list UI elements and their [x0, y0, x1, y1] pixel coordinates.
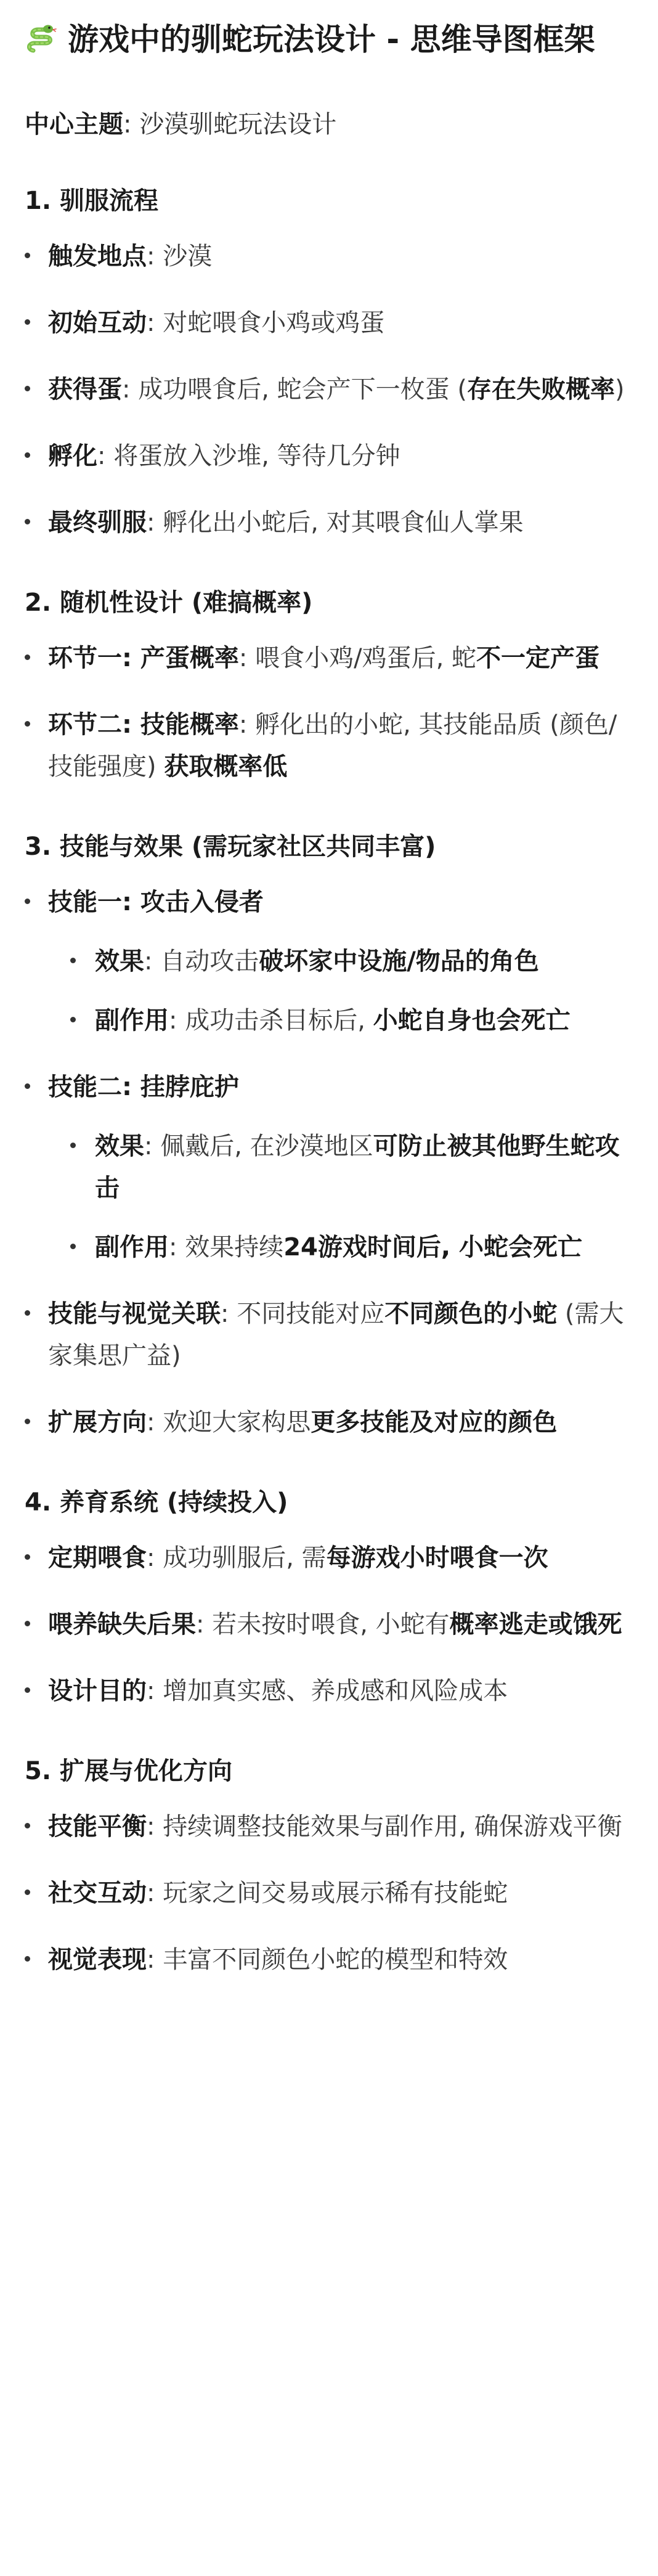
- section-heading: 3. 技能与效果 (需玩家社区共同丰富): [25, 833, 436, 861]
- item-key: 技能与视觉关联: [48, 1300, 221, 1328]
- sub-item-list: [48, 1125, 633, 1268]
- item-text: : 若未按时喂食, 小蛇有: [196, 1610, 450, 1639]
- list-item: [25, 235, 633, 277]
- list-item: [25, 1293, 633, 1377]
- bullet-icon: [25, 1554, 30, 1560]
- item-emphasis: 每游戏小时喂食一次: [326, 1544, 548, 1572]
- item-text: : 自动攻击: [144, 947, 259, 976]
- central-topic: [25, 107, 633, 142]
- bullet-icon: [70, 1244, 76, 1249]
- item-emphasis: 更多技能及对应的颜色: [311, 1408, 558, 1437]
- item-key: 技能平衡: [48, 1812, 147, 1841]
- item-text: : 成功喂食后, 蛇会产下一枚蛋 (: [122, 375, 467, 404]
- item-text: : 将蛋放入沙堆, 等待几分钟: [97, 442, 400, 470]
- section-taming-process: [25, 184, 633, 544]
- item-emphasis: 不一定产蛋: [476, 644, 600, 672]
- section-nurturing-system: [25, 1485, 633, 1712]
- section-heading: 5. 扩展与优化方向: [25, 1757, 232, 1785]
- bullet-icon: [25, 654, 30, 660]
- item-emphasis: 破坏家中设施/物品的角色: [259, 947, 539, 976]
- item-emphasis: 不同颜色的小蛇: [384, 1300, 558, 1328]
- item-key: 设计目的: [48, 1677, 147, 1705]
- section-randomness-design: [25, 585, 633, 788]
- bullet-icon: [70, 1017, 76, 1022]
- item-key: 孵化: [48, 442, 97, 470]
- item-text: : 孵化出的小蛇, 其技能品质 (颜色/技能强度): [48, 711, 617, 781]
- sub-list-item: [70, 1125, 633, 1209]
- item-text: : 效果持续: [169, 1233, 284, 1262]
- list-item: [25, 1939, 633, 1981]
- item-text: : 孵化出小蛇后, 对其喂食仙人掌果: [147, 508, 524, 537]
- list-item: [25, 1670, 633, 1712]
- item-emphasis: 存在失败概率: [466, 375, 615, 404]
- snake-icon: [25, 22, 58, 55]
- item-key: 技能二: 挂脖庇护: [48, 1073, 239, 1101]
- item-key: 效果: [95, 947, 144, 976]
- item-text: : 成功击杀目标后,: [169, 1006, 373, 1035]
- bullet-icon: [25, 721, 30, 727]
- bullet-icon: [25, 319, 30, 325]
- document-title: 游戏中的驯蛇玩法设计 - 思维导图框架: [68, 22, 595, 57]
- item-text: : 沙漠: [147, 242, 213, 271]
- central-topic-separator: :: [123, 110, 140, 139]
- item-text: : 玩家之间交易或展示稀有技能蛇: [147, 1879, 508, 1907]
- item-key: 副作用: [95, 1233, 169, 1262]
- item-list: [25, 235, 633, 544]
- bullet-icon: [70, 958, 76, 963]
- bullet-icon: [70, 1143, 76, 1148]
- bullet-icon: [25, 1419, 30, 1424]
- item-list: [25, 1537, 633, 1712]
- bullet-icon: [25, 452, 30, 458]
- sub-item-list: [48, 940, 633, 1041]
- section-heading: 2. 随机性设计 (难搞概率): [25, 589, 313, 617]
- list-item: [25, 1066, 633, 1268]
- bullet-icon: [25, 1083, 30, 1089]
- bullet-icon: [25, 519, 30, 524]
- sub-list-item: [70, 940, 633, 982]
- item-emphasis: 可防止被其他野生蛇攻击: [95, 1132, 620, 1202]
- list-item: [25, 369, 633, 410]
- item-list: [25, 881, 633, 1443]
- bullet-icon: [25, 1310, 30, 1316]
- section-skills-effects: [25, 829, 633, 1443]
- item-text: : 不同技能对应: [221, 1300, 385, 1328]
- item-key: 环节二: 技能概率: [48, 711, 239, 739]
- item-key: 扩展方向: [48, 1408, 147, 1437]
- item-key: 喂养缺失后果: [48, 1610, 196, 1639]
- item-text: : 对蛇喂食小鸡或鸡蛋: [147, 309, 385, 337]
- sub-list-item: [70, 1226, 633, 1268]
- bullet-icon: [25, 253, 30, 258]
- list-item: [25, 1537, 633, 1579]
- list-item: [25, 502, 633, 544]
- section-heading: 4. 养育系统 (持续投入): [25, 1488, 288, 1517]
- bullet-icon: [25, 1687, 30, 1693]
- item-key: 效果: [95, 1132, 144, 1160]
- list-item: [25, 1604, 633, 1645]
- item-emphasis: 概率逃走或饿死: [449, 1610, 622, 1639]
- central-topic-label: 中心主题: [25, 110, 123, 139]
- bullet-icon: [25, 899, 30, 904]
- title-block: [25, 0, 628, 62]
- list-item: [25, 704, 633, 788]
- item-text: : 成功驯服后, 需: [147, 1544, 327, 1572]
- item-text: : 喂食小鸡/鸡蛋后, 蛇: [238, 644, 477, 672]
- item-text: : 佩戴后, 在沙漠地区: [144, 1132, 373, 1160]
- list-item: [25, 302, 633, 344]
- central-topic-value: 沙漠驯蛇玩法设计: [139, 110, 337, 139]
- item-list: [25, 637, 633, 788]
- item-key: 视觉表现: [48, 1946, 147, 1974]
- item-key: 获得蛋: [48, 375, 122, 404]
- list-item: [25, 435, 633, 477]
- item-emphasis: 获取概率低: [164, 752, 288, 781]
- bullet-icon: [25, 386, 30, 391]
- list-item: [25, 1806, 633, 1848]
- bullet-icon: [25, 1889, 30, 1895]
- bullet-icon: [25, 1621, 30, 1626]
- item-text-tail: (需大家集思广益): [48, 1300, 624, 1370]
- item-text: : 增加真实感、养成感和风险成本: [147, 1677, 508, 1705]
- section-heading: 1. 驯服流程: [25, 187, 158, 215]
- item-list: [25, 1806, 633, 1981]
- item-key: 环节一: 产蛋概率: [48, 644, 239, 672]
- item-text: : 丰富不同颜色小蛇的模型和特效: [147, 1946, 508, 1974]
- list-item: [25, 1872, 633, 1914]
- list-item: [25, 637, 633, 679]
- item-key: 最终驯服: [48, 508, 147, 537]
- item-text: : 欢迎大家构思: [147, 1408, 311, 1437]
- item-text-tail: ): [614, 375, 625, 404]
- list-item: [25, 881, 633, 1041]
- item-key: 触发地点: [48, 242, 147, 271]
- item-text: : 持续调整技能效果与副作用, 确保游戏平衡: [147, 1812, 622, 1841]
- section-expansion-optimization: [25, 1754, 633, 1981]
- item-key: 社交互动: [48, 1879, 147, 1907]
- item-key: 定期喂食: [48, 1544, 147, 1572]
- item-emphasis: 24游戏时间后, 小蛇会死亡: [283, 1233, 582, 1262]
- item-key: 技能一: 攻击入侵者: [48, 888, 264, 916]
- bullet-icon: [25, 1823, 30, 1828]
- item-emphasis: 小蛇自身也会死亡: [373, 1006, 571, 1035]
- bullet-icon: [25, 1956, 30, 1962]
- list-item: [25, 1401, 633, 1443]
- item-key: 副作用: [95, 1006, 169, 1035]
- item-key: 初始互动: [48, 309, 147, 337]
- sub-list-item: [70, 1000, 633, 1041]
